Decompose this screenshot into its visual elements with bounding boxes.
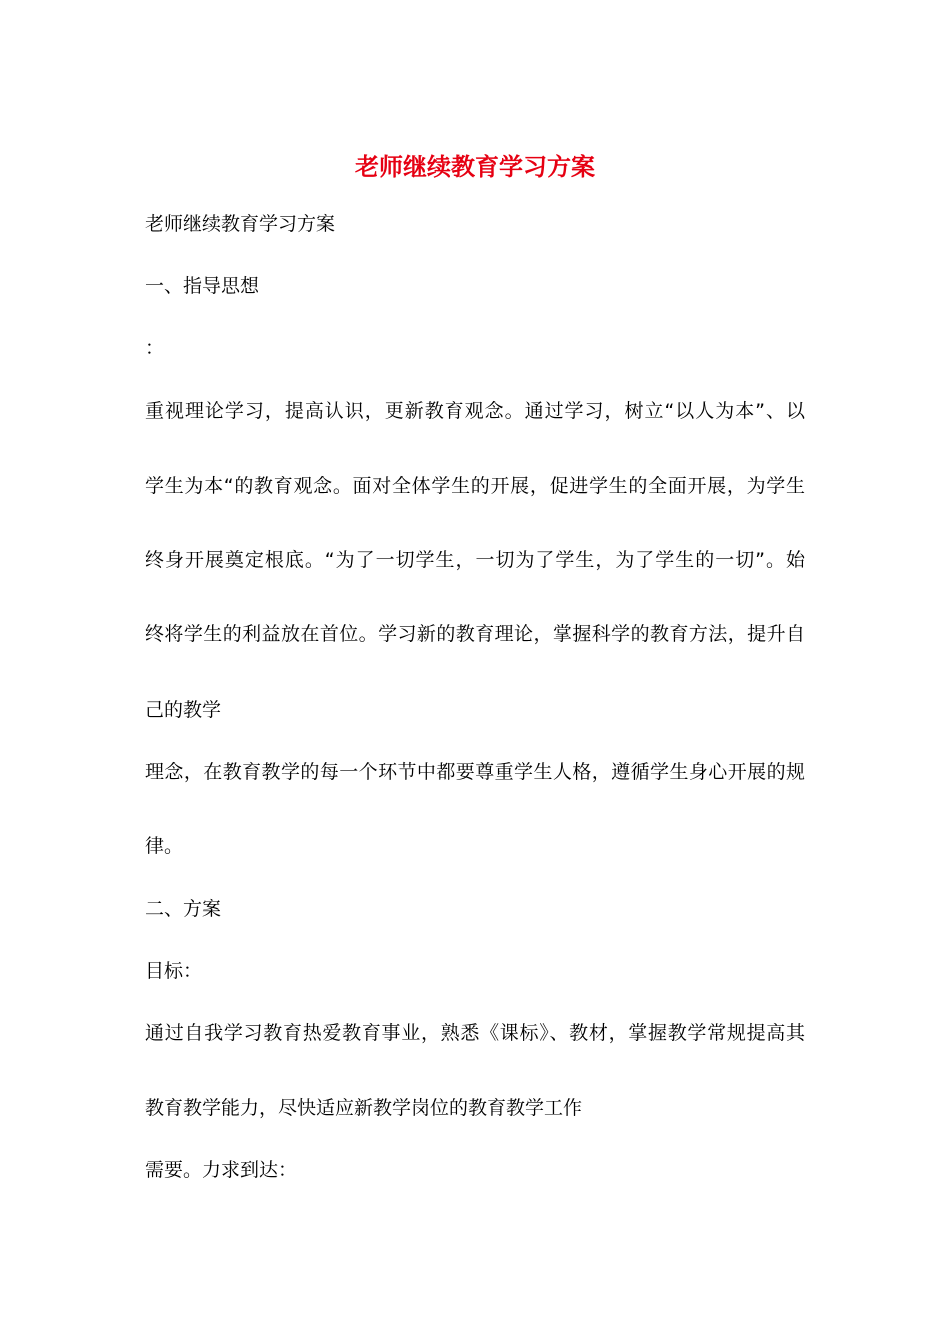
paragraph-line: 学生为本“的教育观念。面对全体学生的开展，促进学生的全面开展，为学生 bbox=[145, 475, 805, 497]
colon-line: ： bbox=[145, 337, 165, 359]
paragraph-line: 己的教学 bbox=[145, 699, 222, 721]
paragraph-line: 重视理论学习，提高认识，更新教育观念。通过学习，树立“以人为本”、以 bbox=[145, 400, 805, 422]
objective-label: 目标： bbox=[145, 960, 203, 982]
subtitle-line: 老师继续教育学习方案 bbox=[145, 213, 336, 235]
document-title: 老师继续教育学习方案 bbox=[355, 152, 595, 181]
paragraph-line: 教育教学能力，尽快适应新教学岗位的教育教学工作 bbox=[145, 1097, 583, 1119]
paragraph-line: 终将学生的利益放在首位。学习新的教育理论，掌握科学的教育方法，提升自 bbox=[145, 623, 805, 645]
paragraph-line: 终身开展奠定根底。“为了一切学生，一切为了学生，为了学生的一切”。始 bbox=[145, 549, 805, 571]
section-heading-guiding-ideology: 一、指导思想 bbox=[145, 275, 260, 297]
paragraph-line: 理念，在教育教学的每一个环节中都要尊重学生人格，遵循学生身心开展的规 bbox=[145, 761, 805, 783]
paragraph-line: 律。 bbox=[145, 835, 184, 857]
paragraph-line: 需要。力求到达： bbox=[145, 1159, 298, 1181]
section-heading-plan: 二、方案 bbox=[145, 898, 222, 920]
paragraph-line: 通过自我学习教育热爱教育事业，熟悉《课标》、教材，掌握教学常规提高其 bbox=[145, 1022, 805, 1044]
